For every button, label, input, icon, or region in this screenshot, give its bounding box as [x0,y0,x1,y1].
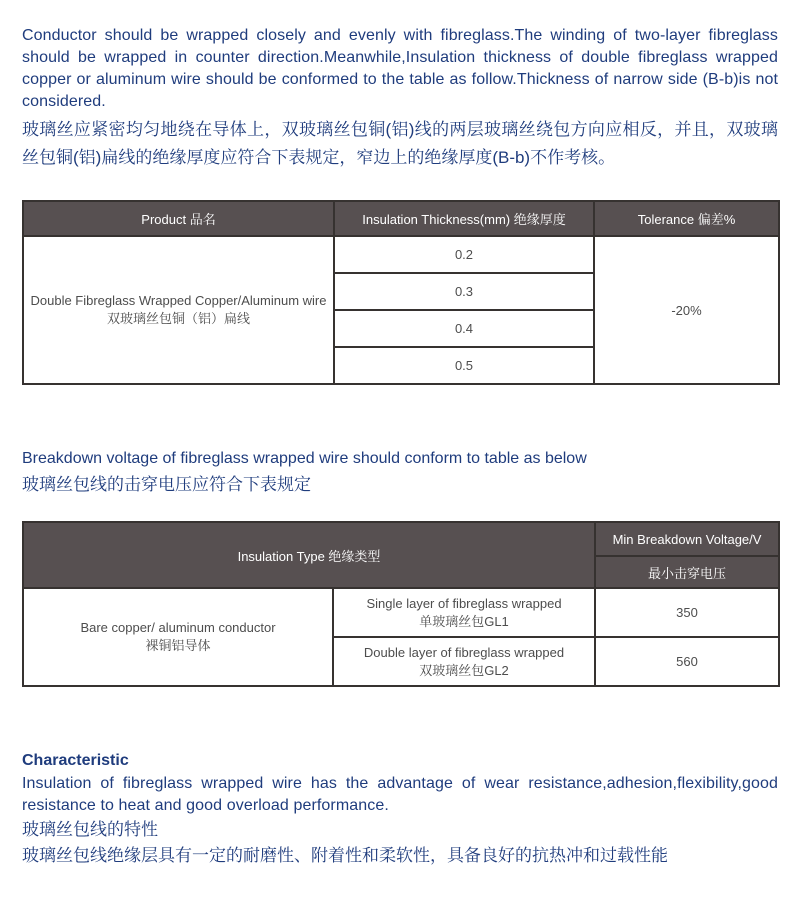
breakdown-voltage-table [22,521,780,687]
header-tolerance: Tolerance 偏差% [594,201,779,236]
conductor-name-en: Bare copper/ aluminum conductor [80,620,276,635]
conductor-name-zh: 裸铜铝导体 [145,638,211,653]
voltage-value: 560 [595,637,779,686]
table-row [23,236,779,273]
thickness-value: 0.2 [334,236,594,273]
characteristic-section [22,749,778,869]
insulation-type-en: Double layer of fibreglass wrapped [363,644,565,660]
thickness-table-header-row [23,201,779,236]
header-product: Product 品名 [23,201,334,236]
header-min-breakdown-en: Min Breakdown Voltage/V [595,522,779,556]
characteristic-body-en: Insulation of fibreglass wrapped wire has the advantage of wear resistance,adhesion,flexibility,good resistance to heat and good overload performance. [22,775,778,814]
tolerance-cell: -20% [594,236,779,384]
intro-paragraph-zh: 玻璃丝应紧密均匀地绕在导体上，双玻璃丝包铜(铝)线的两层玻璃丝绕包方向应相反，并且，双玻璃丝包铜(铝)扁线的绝缘厚度应符合下表规定，窄边上的绝缘厚度(B-b)不作考核。 [22,120,778,167]
breakdown-title-zh: 玻璃丝包线的击穿电压应符合下表规定 [22,475,311,494]
voltage-value: 350 [595,588,779,637]
insulation-type-zh: 单玻璃丝包GL1 [419,613,509,629]
characteristic-body-zh: 玻璃丝包线绝缘层具有一定的耐磨性、附着性和柔软性，具备良好的抗热冲和过载性能 [22,846,668,865]
product-name-zh: 双玻璃丝包铜（铝）扁线 [106,311,250,326]
header-insulation-thickness: Insulation Thickness(mm) 绝缘厚度 [334,201,594,236]
characteristic-title-zh: 玻璃丝包线的特性 [22,820,158,839]
thickness-value: 0.3 [334,273,594,310]
breakdown-voltage-section [22,447,778,499]
header-min-breakdown-zh: 最小击穿电压 [595,556,779,588]
characteristic-title: Characteristic [22,752,129,769]
product-name-en: Double Fibreglass Wrapped Copper/Aluminum wire [30,293,327,308]
voltage-table-header-row [23,522,779,556]
product-cell [23,236,334,384]
insulation-thickness-table [22,200,780,385]
intro-paragraph-en: Conductor should be wrapped closely and evenly with fibreglass.The winding of two-layer fibreglass should be wrapped in counter direction.Meanwhile,Insulation thickness of double fibreglass wrapped copper or aluminum wire should be conformed to the table as follow.Thickness of narrow side (B-b)is not considered. [22,27,778,110]
insulation-type-cell [333,588,595,637]
insulation-type-cell [333,637,595,686]
thickness-value: 0.5 [334,347,594,384]
insulation-type-en: Single layer of fibreglass wrapped [366,595,562,611]
insulation-type-zh: 双玻璃丝包GL2 [419,662,509,678]
header-insulation-type: Insulation Type 绝缘类型 [23,522,595,588]
breakdown-title-en: Breakdown voltage of fibreglass wrapped wire should conform to table as below [22,450,587,467]
conductor-cell [23,588,333,686]
thickness-value: 0.4 [334,310,594,347]
table-row [23,588,779,637]
